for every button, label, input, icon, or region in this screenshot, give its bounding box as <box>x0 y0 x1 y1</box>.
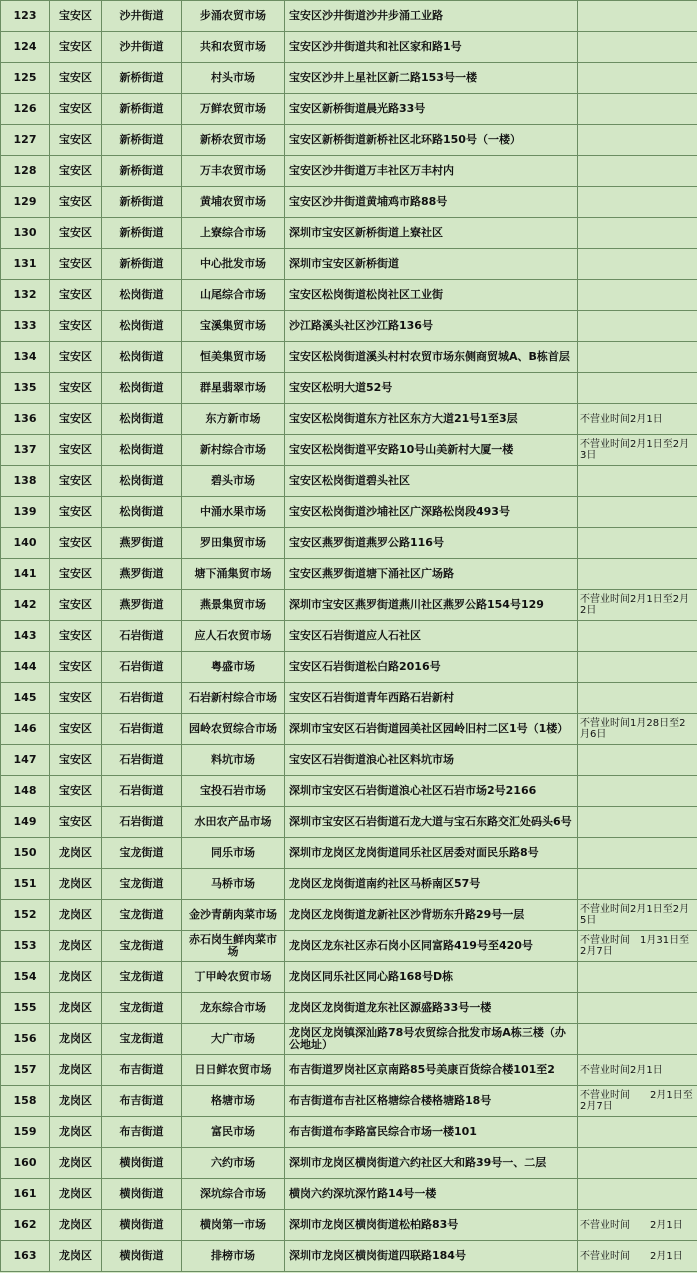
address-cell: 横岗六约深坑深竹路14号一楼 <box>285 1179 578 1210</box>
district-cell: 宝安区 <box>50 156 102 187</box>
district-cell: 宝安区 <box>50 373 102 404</box>
address-cell: 宝安区石岩街道浪心社区料坑市场 <box>285 745 578 776</box>
district-cell: 宝安区 <box>50 714 102 745</box>
district-cell: 宝安区 <box>50 404 102 435</box>
note-cell <box>578 373 697 404</box>
note-cell <box>578 683 697 714</box>
table-row <box>1 528 697 559</box>
district-cell: 宝安区 <box>50 683 102 714</box>
table-row <box>1 1055 697 1086</box>
note-cell <box>578 776 697 807</box>
address-cell: 宝安区新桥街道新桥社区北环路150号（一楼） <box>285 125 578 156</box>
row-number: 125 <box>1 63 50 94</box>
street-cell: 松岗街道 <box>102 280 182 311</box>
street-cell: 横岗街道 <box>102 1148 182 1179</box>
row-number: 131 <box>1 249 50 280</box>
note-cell <box>578 280 697 311</box>
district-cell: 龙岗区 <box>50 1086 102 1117</box>
table-row <box>1 621 697 652</box>
market-name-cell: 万鲜农贸市场 <box>182 94 285 125</box>
table-row <box>1 311 697 342</box>
row-number: 138 <box>1 466 50 497</box>
market-name-cell: 格塘市场 <box>182 1086 285 1117</box>
market-name-cell: 燕景集贸市场 <box>182 590 285 621</box>
row-number: 162 <box>1 1210 50 1241</box>
market-name-cell: 六约市场 <box>182 1148 285 1179</box>
district-cell: 宝安区 <box>50 342 102 373</box>
street-cell: 横岗街道 <box>102 1179 182 1210</box>
street-cell: 横岗街道 <box>102 1241 182 1272</box>
address-cell: 宝安区松岗街道沙埔社区广深路松岗段493号 <box>285 497 578 528</box>
row-number: 133 <box>1 311 50 342</box>
note-cell <box>578 218 697 249</box>
table-row <box>1 1086 697 1117</box>
table-row <box>1 745 697 776</box>
table-row <box>1 466 697 497</box>
row-number: 151 <box>1 869 50 900</box>
row-number: 123 <box>1 1 50 32</box>
market-name-cell: 深坑综合市场 <box>182 1179 285 1210</box>
district-cell: 宝安区 <box>50 435 102 466</box>
row-number: 132 <box>1 280 50 311</box>
table-row <box>1 373 697 404</box>
table-row <box>1 1241 697 1272</box>
street-cell: 宝龙街道 <box>102 931 182 962</box>
street-cell: 松岗街道 <box>102 373 182 404</box>
table-row <box>1 900 697 931</box>
row-number: 153 <box>1 931 50 962</box>
address-cell: 宝安区沙井街道沙井步涌工业路 <box>285 1 578 32</box>
row-number: 124 <box>1 32 50 63</box>
street-cell: 宝龙街道 <box>102 1024 182 1055</box>
row-number: 142 <box>1 590 50 621</box>
address-cell: 宝安区松岗街道平安路10号山美新村大厦一楼 <box>285 435 578 466</box>
row-number: 160 <box>1 1148 50 1179</box>
market-name-cell: 黄埔农贸市场 <box>182 187 285 218</box>
district-cell: 宝安区 <box>50 745 102 776</box>
market-name-cell: 横岗第一市场 <box>182 1210 285 1241</box>
row-number: 143 <box>1 621 50 652</box>
row-number: 137 <box>1 435 50 466</box>
address-cell: 宝安区沙井街道黄埔鸡市路88号 <box>285 187 578 218</box>
table-row <box>1 590 697 621</box>
street-cell: 新桥街道 <box>102 63 182 94</box>
district-cell: 龙岗区 <box>50 1148 102 1179</box>
market-name-cell: 粤盛市场 <box>182 652 285 683</box>
note-cell <box>578 1117 697 1148</box>
table-row <box>1 125 697 156</box>
market-name-cell: 应人石农贸市场 <box>182 621 285 652</box>
address-cell: 布吉街道布李路富民综合市场一楼101 <box>285 1117 578 1148</box>
note-cell <box>578 187 697 218</box>
market-name-cell: 山尾综合市场 <box>182 280 285 311</box>
row-number: 146 <box>1 714 50 745</box>
district-cell: 宝安区 <box>50 63 102 94</box>
table-row <box>1 94 697 125</box>
table-row <box>1 249 697 280</box>
address-cell: 深圳市龙岗区横岗街道松柏路83号 <box>285 1210 578 1241</box>
district-cell: 宝安区 <box>50 1 102 32</box>
table-row <box>1 962 697 993</box>
row-number: 126 <box>1 94 50 125</box>
table-row <box>1 435 697 466</box>
street-cell: 松岗街道 <box>102 404 182 435</box>
table-row <box>1 1024 697 1055</box>
street-cell: 沙井街道 <box>102 32 182 63</box>
note-cell <box>578 1179 697 1210</box>
district-cell: 宝安区 <box>50 621 102 652</box>
market-name-cell: 新桥农贸市场 <box>182 125 285 156</box>
note-cell <box>578 311 697 342</box>
address-cell: 宝安区松明大道52号 <box>285 373 578 404</box>
market-name-cell: 排榜市场 <box>182 1241 285 1272</box>
street-cell: 石岩街道 <box>102 807 182 838</box>
note-cell: 不营业时间 2月1日 <box>578 1210 697 1241</box>
address-cell: 深圳市宝安区石岩街道浪心社区石岩市场2号2166 <box>285 776 578 807</box>
table-row <box>1 869 697 900</box>
row-number: 158 <box>1 1086 50 1117</box>
market-name-cell: 步涌农贸市场 <box>182 1 285 32</box>
note-cell: 不营业时间 2月1日 <box>578 1241 697 1272</box>
note-cell <box>578 559 697 590</box>
row-number: 130 <box>1 218 50 249</box>
market-name-cell: 马桥市场 <box>182 869 285 900</box>
table-row <box>1 497 697 528</box>
district-cell: 宝安区 <box>50 497 102 528</box>
note-cell: 不营业时间 2月1日至2月7日 <box>578 1086 697 1117</box>
market-name-cell: 万丰农贸市场 <box>182 156 285 187</box>
district-cell: 宝安区 <box>50 187 102 218</box>
street-cell: 布吉街道 <box>102 1086 182 1117</box>
table-row <box>1 776 697 807</box>
street-cell: 新桥街道 <box>102 94 182 125</box>
row-number: 149 <box>1 807 50 838</box>
note-cell <box>578 249 697 280</box>
market-name-cell: 金沙青蓢肉菜市场 <box>182 900 285 931</box>
district-cell: 宝安区 <box>50 807 102 838</box>
table-row <box>1 993 697 1024</box>
district-cell: 龙岗区 <box>50 993 102 1024</box>
street-cell: 松岗街道 <box>102 435 182 466</box>
row-number: 152 <box>1 900 50 931</box>
district-cell: 龙岗区 <box>50 838 102 869</box>
address-cell: 深圳市宝安区石岩街道石龙大道与宝石东路交汇处码头6号 <box>285 807 578 838</box>
table-row <box>1 714 697 745</box>
market-name-cell: 东方新市场 <box>182 404 285 435</box>
address-cell: 宝安区沙井街道万丰社区万丰村内 <box>285 156 578 187</box>
table-row <box>1 156 697 187</box>
street-cell: 布吉街道 <box>102 1055 182 1086</box>
row-number: 144 <box>1 652 50 683</box>
row-number: 150 <box>1 838 50 869</box>
address-cell: 沙江路溪头社区沙江路136号 <box>285 311 578 342</box>
address-cell: 布吉街道罗岗社区京南路85号美康百货综合楼101至2 <box>285 1055 578 1086</box>
district-cell: 宝安区 <box>50 249 102 280</box>
table-row <box>1 187 697 218</box>
row-number: 134 <box>1 342 50 373</box>
note-cell <box>578 621 697 652</box>
row-number: 157 <box>1 1055 50 1086</box>
table-row <box>1 838 697 869</box>
district-cell: 宝安区 <box>50 776 102 807</box>
market-name-cell: 群星翡翠市场 <box>182 373 285 404</box>
district-cell: 龙岗区 <box>50 1117 102 1148</box>
address-cell: 宝安区石岩街道应人石社区 <box>285 621 578 652</box>
address-cell: 龙岗区龙岗镇深汕路78号农贸综合批发市场A栋三楼（办公地址） <box>285 1024 578 1055</box>
street-cell: 布吉街道 <box>102 1117 182 1148</box>
table-row <box>1 1 697 32</box>
market-name-cell: 共和农贸市场 <box>182 32 285 63</box>
note-cell: 不营业时间2月1日至2月3日 <box>578 435 697 466</box>
market-name-cell: 新村综合市场 <box>182 435 285 466</box>
table-row <box>1 342 697 373</box>
note-cell <box>578 125 697 156</box>
address-cell: 深圳市宝安区新桥街道 <box>285 249 578 280</box>
row-number: 141 <box>1 559 50 590</box>
street-cell: 松岗街道 <box>102 466 182 497</box>
district-cell: 宝安区 <box>50 311 102 342</box>
address-cell: 龙岗区龙东社区赤石岗小区同富路419号至420号 <box>285 931 578 962</box>
address-cell: 龙岗区同乐社区同心路168号D栋 <box>285 962 578 993</box>
street-cell: 宝龙街道 <box>102 900 182 931</box>
market-name-cell: 同乐市场 <box>182 838 285 869</box>
note-cell: 不营业时间2月1日至2月5日 <box>578 900 697 931</box>
note-cell <box>578 63 697 94</box>
row-number: 154 <box>1 962 50 993</box>
district-cell: 宝安区 <box>50 652 102 683</box>
street-cell: 宝龙街道 <box>102 993 182 1024</box>
street-cell: 松岗街道 <box>102 342 182 373</box>
market-name-cell: 中心批发市场 <box>182 249 285 280</box>
address-cell: 布吉街道布吉社区格塘综合楼格塘路18号 <box>285 1086 578 1117</box>
note-cell <box>578 1148 697 1179</box>
district-cell: 龙岗区 <box>50 1024 102 1055</box>
address-cell: 宝安区沙井街道共和社区家和路1号 <box>285 32 578 63</box>
district-cell: 宝安区 <box>50 218 102 249</box>
table-row <box>1 931 697 962</box>
table-row <box>1 280 697 311</box>
street-cell: 石岩街道 <box>102 683 182 714</box>
market-name-cell: 村头市场 <box>182 63 285 94</box>
row-number: 135 <box>1 373 50 404</box>
address-cell: 宝安区沙井上星社区新二路153号一楼 <box>285 63 578 94</box>
address-cell: 宝安区松岗街道溪头村村农贸市场东侧商贸城A、B栋首层 <box>285 342 578 373</box>
address-cell: 宝安区燕罗街道燕罗公路116号 <box>285 528 578 559</box>
street-cell: 新桥街道 <box>102 218 182 249</box>
address-cell: 宝安区石岩街道青年西路石岩新村 <box>285 683 578 714</box>
market-name-cell: 宝投石岩市场 <box>182 776 285 807</box>
table-row <box>1 683 697 714</box>
street-cell: 新桥街道 <box>102 125 182 156</box>
row-number: 155 <box>1 993 50 1024</box>
row-number: 148 <box>1 776 50 807</box>
district-cell: 龙岗区 <box>50 931 102 962</box>
note-cell <box>578 1024 697 1055</box>
note-cell <box>578 962 697 993</box>
district-cell: 宝安区 <box>50 466 102 497</box>
row-number: 128 <box>1 156 50 187</box>
row-number: 145 <box>1 683 50 714</box>
district-cell: 宝安区 <box>50 94 102 125</box>
market-name-cell: 宝溪集贸市场 <box>182 311 285 342</box>
address-cell: 深圳市宝安区石岩街道园美社区园岭旧村二区1号（1楼） <box>285 714 578 745</box>
street-cell: 横岗街道 <box>102 1210 182 1241</box>
market-name-cell: 上寮综合市场 <box>182 218 285 249</box>
row-number: 161 <box>1 1179 50 1210</box>
market-name-cell: 罗田集贸市场 <box>182 528 285 559</box>
note-cell <box>578 342 697 373</box>
note-cell: 不营业时间1月28日至2月6日 <box>578 714 697 745</box>
table-row <box>1 1148 697 1179</box>
district-cell: 龙岗区 <box>50 1179 102 1210</box>
market-name-cell: 园岭农贸综合市场 <box>182 714 285 745</box>
table-row <box>1 807 697 838</box>
street-cell: 石岩街道 <box>102 714 182 745</box>
market-name-cell: 中涌水果市场 <box>182 497 285 528</box>
note-cell <box>578 497 697 528</box>
district-cell: 宝安区 <box>50 280 102 311</box>
table-row <box>1 1179 697 1210</box>
market-name-cell: 赤石岗生鲜肉菜市场 <box>182 931 285 962</box>
row-number: 163 <box>1 1241 50 1272</box>
street-cell: 燕罗街道 <box>102 559 182 590</box>
street-cell: 松岗街道 <box>102 311 182 342</box>
table-row <box>1 63 697 94</box>
market-name-cell: 水田农产品市场 <box>182 807 285 838</box>
street-cell: 石岩街道 <box>102 652 182 683</box>
table-row <box>1 559 697 590</box>
address-cell: 深圳市龙岗区横岗街道六约社区大和路39号一、二层 <box>285 1148 578 1179</box>
note-cell: 不营业时间2月1日 <box>578 1055 697 1086</box>
district-cell: 宝安区 <box>50 125 102 156</box>
district-cell: 宝安区 <box>50 32 102 63</box>
address-cell: 宝安区燕罗街道塘下涌社区广场路 <box>285 559 578 590</box>
row-number: 127 <box>1 125 50 156</box>
address-cell: 宝安区石岩街道松白路2016号 <box>285 652 578 683</box>
table-row <box>1 1117 697 1148</box>
table-row <box>1 404 697 435</box>
street-cell: 石岩街道 <box>102 621 182 652</box>
address-cell: 深圳市龙岗区横岗街道四联路184号 <box>285 1241 578 1272</box>
street-cell: 石岩街道 <box>102 776 182 807</box>
note-cell <box>578 652 697 683</box>
address-cell: 龙岗区龙岗街道南约社区马桥南区57号 <box>285 869 578 900</box>
street-cell: 燕罗街道 <box>102 590 182 621</box>
district-cell: 龙岗区 <box>50 1210 102 1241</box>
address-cell: 宝安区新桥街道晨光路33号 <box>285 94 578 125</box>
market-table-body <box>1 1 697 1272</box>
address-cell: 宝安区松岗街道松岗社区工业街 <box>285 280 578 311</box>
market-name-cell: 龙东综合市场 <box>182 993 285 1024</box>
note-cell <box>578 807 697 838</box>
row-number: 136 <box>1 404 50 435</box>
note-cell <box>578 32 697 63</box>
note-cell: 不营业时间2月1日至2月2日 <box>578 590 697 621</box>
market-name-cell: 富民市场 <box>182 1117 285 1148</box>
table-row <box>1 32 697 63</box>
district-cell: 宝安区 <box>50 559 102 590</box>
district-cell: 龙岗区 <box>50 1055 102 1086</box>
district-cell: 龙岗区 <box>50 900 102 931</box>
address-cell: 宝安区松岗街道碧头社区 <box>285 466 578 497</box>
row-number: 140 <box>1 528 50 559</box>
note-cell <box>578 94 697 125</box>
market-name-cell: 大广市场 <box>182 1024 285 1055</box>
market-name-cell: 料坑市场 <box>182 745 285 776</box>
street-cell: 燕罗街道 <box>102 528 182 559</box>
district-cell: 龙岗区 <box>50 869 102 900</box>
note-cell: 不营业时间2月1日 <box>578 404 697 435</box>
market-name-cell: 碧头市场 <box>182 466 285 497</box>
address-cell: 深圳市宝安区燕罗街道燕川社区燕罗公路154号129 <box>285 590 578 621</box>
market-name-cell: 日日鲜农贸市场 <box>182 1055 285 1086</box>
street-cell: 宝龙街道 <box>102 869 182 900</box>
street-cell: 宝龙街道 <box>102 962 182 993</box>
street-cell: 沙井街道 <box>102 1 182 32</box>
address-cell: 深圳市宝安区新桥街道上寮社区 <box>285 218 578 249</box>
street-cell: 新桥街道 <box>102 249 182 280</box>
district-cell: 龙岗区 <box>50 962 102 993</box>
market-name-cell: 塘下涌集贸市场 <box>182 559 285 590</box>
address-cell: 深圳市龙岗区龙岗街道同乐社区居委对面民乐路8号 <box>285 838 578 869</box>
address-cell: 龙岗区龙岗街道龙新社区沙背坜东升路29号一层 <box>285 900 578 931</box>
market-name-cell: 石岩新村综合市场 <box>182 683 285 714</box>
note-cell: 不营业时间 1月31日至2月7日 <box>578 931 697 962</box>
row-number: 139 <box>1 497 50 528</box>
row-number: 159 <box>1 1117 50 1148</box>
note-cell <box>578 993 697 1024</box>
note-cell <box>578 466 697 497</box>
address-cell: 龙岗区龙岗街道龙东社区源盛路33号一楼 <box>285 993 578 1024</box>
note-cell <box>578 528 697 559</box>
district-cell: 龙岗区 <box>50 1241 102 1272</box>
street-cell: 新桥街道 <box>102 156 182 187</box>
street-cell: 新桥街道 <box>102 187 182 218</box>
row-number: 156 <box>1 1024 50 1055</box>
table-row <box>1 1210 697 1241</box>
note-cell <box>578 838 697 869</box>
row-number: 129 <box>1 187 50 218</box>
address-cell: 宝安区松岗街道东方社区东方大道21号1至3层 <box>285 404 578 435</box>
table-row <box>1 652 697 683</box>
district-cell: 宝安区 <box>50 528 102 559</box>
table-row <box>1 218 697 249</box>
street-cell: 宝龙街道 <box>102 838 182 869</box>
note-cell <box>578 1 697 32</box>
district-cell: 宝安区 <box>50 590 102 621</box>
note-cell <box>578 869 697 900</box>
market-name-cell: 恒美集贸市场 <box>182 342 285 373</box>
street-cell: 松岗街道 <box>102 497 182 528</box>
note-cell <box>578 745 697 776</box>
row-number: 147 <box>1 745 50 776</box>
market-name-cell: 丁甲岭农贸市场 <box>182 962 285 993</box>
street-cell: 石岩街道 <box>102 745 182 776</box>
note-cell <box>578 156 697 187</box>
